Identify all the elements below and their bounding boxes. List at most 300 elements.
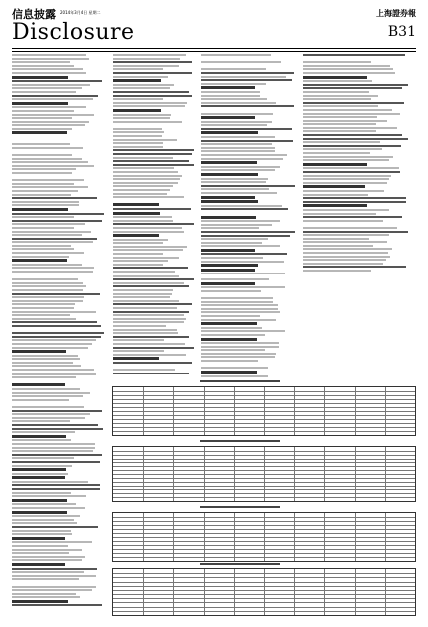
text-line (201, 54, 271, 56)
text-line (201, 346, 279, 348)
text-line (303, 231, 408, 233)
text-line (201, 342, 279, 344)
text-line (303, 171, 400, 173)
text-line (12, 424, 98, 426)
text-line (113, 365, 194, 367)
text-line (113, 220, 173, 222)
text-line (12, 223, 85, 225)
text-line (201, 61, 281, 63)
text-line (113, 369, 175, 371)
text-line (113, 149, 194, 151)
text-line (113, 182, 178, 184)
text-line (201, 169, 275, 171)
text-line (201, 375, 268, 377)
text-line (12, 582, 104, 584)
text-line (113, 153, 192, 155)
text-line (303, 234, 389, 236)
text-line (113, 91, 189, 93)
grid-col-line (385, 569, 386, 615)
text-line (303, 178, 389, 180)
grid-col-line (143, 447, 144, 501)
text-line (113, 157, 173, 159)
grid-col-line (204, 513, 205, 561)
grid-col-line (294, 569, 295, 615)
text-line (12, 537, 65, 540)
text-line (12, 68, 83, 70)
text-line (201, 334, 265, 336)
grid-col-line (294, 447, 295, 501)
text-line (113, 253, 163, 255)
text-line (303, 201, 406, 203)
table-column-4 (303, 54, 413, 274)
text-line (303, 54, 405, 56)
text-line (12, 314, 70, 316)
text-line (303, 197, 406, 199)
text-line (12, 365, 81, 367)
text-line (12, 541, 92, 543)
text-line (201, 208, 288, 210)
text-line (201, 58, 296, 60)
text-line (201, 95, 260, 97)
text-line (12, 264, 82, 266)
text-line (201, 181, 266, 183)
equity-change-table-2 (112, 446, 416, 502)
text-line (113, 193, 167, 195)
text-line (12, 158, 82, 160)
text-line (113, 357, 159, 360)
text-line (12, 362, 73, 364)
text-line (303, 194, 368, 196)
text-line (12, 481, 88, 483)
text-line (303, 220, 383, 222)
table-caption-3 (200, 506, 280, 508)
text-line (113, 84, 174, 86)
text-line (113, 231, 184, 233)
text-line (113, 325, 166, 327)
text-line (113, 260, 168, 262)
text-line (201, 200, 258, 203)
text-line (113, 87, 170, 89)
text-line (12, 563, 65, 566)
text-line (12, 248, 74, 250)
text-line (12, 143, 70, 145)
text-line (12, 571, 84, 573)
text-line (201, 128, 292, 130)
table-column-3 (201, 54, 299, 274)
text-line (201, 360, 258, 362)
text-line (12, 488, 100, 490)
text-line (12, 278, 78, 280)
text-line (12, 318, 76, 320)
text-line (303, 58, 412, 60)
text-line (303, 204, 367, 207)
text-line (113, 61, 192, 63)
text-line (201, 72, 294, 74)
text-line (201, 143, 272, 145)
text-line (201, 216, 256, 219)
text-line (113, 234, 159, 237)
text-line (113, 239, 168, 241)
grid-col-line (173, 447, 174, 501)
text-line (303, 263, 383, 265)
text-line (12, 383, 65, 386)
text-line (12, 121, 89, 123)
text-line (12, 208, 68, 211)
text-line (303, 113, 400, 115)
text-line (12, 307, 74, 309)
text-line (113, 58, 180, 60)
text-line (303, 95, 378, 97)
grid-col-line (294, 513, 295, 561)
text-line (201, 86, 255, 89)
text-line (201, 140, 293, 142)
text-line (201, 261, 284, 263)
text-line (303, 216, 402, 218)
text-line (113, 282, 184, 284)
text-line (113, 264, 163, 266)
text-line (113, 354, 186, 356)
text-line (303, 238, 369, 240)
text-line (12, 131, 67, 134)
text-line (201, 220, 280, 222)
text-line (113, 303, 192, 305)
text-line (303, 248, 392, 250)
text-line (303, 87, 402, 89)
text-line (303, 256, 390, 258)
text-line (113, 300, 179, 302)
text-line (113, 175, 182, 177)
text-line (201, 311, 280, 313)
text-line (12, 355, 78, 357)
text-line (12, 204, 79, 206)
text-line (201, 293, 297, 295)
text-line (303, 190, 384, 192)
text-line (12, 406, 84, 408)
text-line (12, 329, 106, 331)
text-line (12, 545, 68, 547)
text-line (113, 242, 163, 244)
grid-col-line (264, 513, 265, 561)
text-line (303, 159, 389, 161)
text-line (113, 311, 189, 313)
text-line (12, 252, 84, 254)
text-line (12, 201, 79, 203)
text-line (113, 185, 173, 187)
text-line (303, 116, 377, 118)
text-line (12, 293, 100, 295)
grid-col-line (173, 513, 174, 561)
text-line (12, 450, 93, 452)
text-line (12, 339, 96, 341)
grid-col-line (385, 447, 386, 501)
grid-col-line (173, 387, 174, 435)
text-line (303, 98, 371, 100)
text-line (12, 241, 93, 243)
text-line (113, 285, 189, 287)
text-line (303, 76, 367, 79)
text-line (12, 231, 91, 233)
text-line (12, 168, 76, 170)
text-line (12, 549, 82, 551)
text-line (201, 273, 285, 274)
text-line (201, 371, 257, 374)
text-line (12, 275, 105, 277)
text-line (12, 296, 84, 298)
text-line (113, 329, 177, 331)
text-line (201, 338, 257, 341)
text-line (12, 559, 82, 561)
text-line (113, 332, 178, 334)
text-line (201, 192, 277, 194)
text-line (12, 522, 77, 524)
text-line (12, 484, 100, 486)
text-line (113, 339, 164, 341)
text-line (12, 220, 102, 222)
text-line (201, 356, 275, 358)
text-line (12, 124, 85, 126)
header-rule (12, 48, 416, 49)
text-line (12, 568, 97, 570)
text-line (201, 364, 296, 366)
text-line (303, 152, 370, 154)
text-line (12, 114, 94, 116)
text-line (12, 380, 106, 382)
text-line (303, 68, 393, 70)
text-line (113, 139, 177, 141)
grid-col-line (355, 569, 356, 615)
text-line (12, 465, 72, 467)
text-line (201, 269, 255, 272)
text-line (12, 369, 94, 371)
text-line (113, 196, 184, 198)
text-line (12, 454, 102, 456)
text-line (303, 270, 371, 272)
text-line (12, 395, 83, 397)
text-line (201, 113, 273, 115)
text-line (201, 158, 283, 160)
text-line (113, 318, 186, 320)
grid-col-line (143, 387, 144, 435)
text-line (12, 91, 76, 93)
text-line (12, 84, 90, 86)
text-line (12, 183, 74, 185)
text-line (201, 353, 276, 355)
text-line (201, 301, 273, 303)
text-line (113, 135, 162, 137)
text-line (303, 252, 388, 254)
text-line (113, 343, 185, 345)
text-line (12, 54, 86, 56)
text-line (303, 91, 369, 93)
text-line (201, 227, 259, 229)
text-line (12, 117, 72, 119)
text-line (201, 304, 278, 306)
text-line (12, 556, 85, 558)
text-line (303, 130, 376, 132)
text-line (12, 289, 83, 291)
text-line (201, 249, 255, 252)
text-line (12, 578, 79, 580)
text-line (12, 533, 72, 535)
text-line (12, 267, 94, 269)
text-line (12, 457, 74, 459)
text-line (12, 186, 88, 188)
text-line (303, 163, 367, 166)
text-line (201, 121, 272, 123)
text-line (201, 68, 266, 70)
section-title-cn: 信息披露 (12, 8, 56, 21)
text-line (12, 300, 83, 302)
text-line (201, 147, 275, 149)
equity-change-table-3 (112, 512, 416, 562)
text-line (12, 428, 103, 430)
grid-col-line (264, 387, 265, 435)
text-line (12, 507, 85, 509)
text-line (12, 271, 93, 273)
text-line (12, 350, 66, 353)
text-line (12, 106, 86, 108)
text-line (12, 213, 104, 215)
text-line (113, 142, 163, 144)
text-line (303, 213, 376, 215)
text-line (12, 95, 98, 97)
text-line (12, 347, 88, 349)
text-line (113, 296, 170, 298)
grid-col-line (324, 447, 325, 501)
text-line (201, 178, 268, 180)
text-line (201, 242, 262, 244)
text-line (12, 519, 74, 521)
text-line (12, 216, 74, 218)
text-line (12, 530, 71, 532)
text-line (12, 176, 107, 178)
text-line (12, 102, 68, 105)
grid-col-line (264, 569, 265, 615)
text-line (303, 156, 393, 158)
grid-col-line (204, 447, 205, 501)
text-line (303, 266, 406, 268)
equity-change-table-4 (112, 568, 416, 616)
grid-col-line (143, 569, 144, 615)
text-line (12, 190, 78, 192)
text-line (12, 58, 89, 60)
text-line (12, 388, 80, 390)
text-line (12, 245, 71, 247)
text-line (113, 200, 195, 202)
text-line (113, 347, 194, 349)
text-line (113, 271, 175, 273)
text-line (12, 98, 93, 100)
text-line (113, 98, 163, 100)
text-line (12, 575, 96, 577)
text-line (201, 79, 292, 81)
text-line (12, 285, 86, 287)
text-line (113, 212, 160, 215)
text-line (303, 138, 408, 140)
text-line (201, 91, 260, 93)
table-grid (113, 569, 415, 615)
text-line (201, 330, 285, 332)
text-line (12, 136, 105, 138)
text-line (113, 203, 159, 206)
grid-col-line (234, 447, 235, 501)
text-line (201, 264, 258, 267)
newspaper-logo: 上海證券報 (376, 8, 416, 18)
text-line (12, 147, 83, 149)
text-line (201, 105, 294, 107)
text-line (12, 495, 86, 497)
table-grid (113, 387, 415, 435)
text-line (201, 315, 260, 317)
text-line (113, 178, 180, 180)
text-line (113, 249, 183, 251)
text-line (12, 435, 66, 438)
text-line (201, 98, 267, 100)
text-line (12, 417, 85, 419)
text-line (12, 410, 102, 412)
text-line (113, 293, 172, 295)
page-header (12, 6, 416, 48)
text-line (303, 80, 372, 82)
text-line (12, 420, 70, 422)
grid-col-line (324, 513, 325, 561)
text-line (303, 148, 382, 150)
text-line (201, 322, 257, 325)
table-caption-2 (200, 440, 280, 442)
text-line (201, 253, 287, 255)
text-line (12, 325, 101, 327)
text-line (113, 160, 189, 162)
text-line (113, 314, 184, 316)
text-line (12, 61, 70, 63)
text-line (12, 358, 80, 360)
text-line (201, 136, 275, 138)
text-line (12, 303, 75, 305)
text-line (113, 54, 186, 56)
text-line (12, 343, 92, 345)
text-line (113, 105, 185, 107)
grid-col-line (324, 569, 325, 615)
text-line (201, 224, 272, 226)
text-line (12, 589, 92, 591)
text-line (201, 166, 280, 168)
text-line (303, 259, 386, 261)
text-line (201, 231, 295, 233)
text-line (303, 145, 401, 147)
text-line (12, 154, 72, 156)
text-line (303, 123, 376, 125)
text-line (201, 83, 266, 85)
grid-col-line (355, 387, 356, 435)
text-line (303, 109, 392, 111)
text-line (201, 319, 276, 321)
text-line (12, 373, 96, 375)
text-line (12, 72, 86, 74)
text-line (303, 209, 389, 211)
text-line (113, 114, 171, 116)
text-line (303, 72, 395, 74)
table-column-3b (201, 278, 299, 378)
text-line (113, 289, 173, 291)
text-line (12, 321, 97, 323)
text-line (113, 65, 179, 67)
table-grid (113, 513, 415, 561)
text-line (12, 234, 82, 236)
text-line (201, 235, 290, 237)
text-line (303, 185, 365, 188)
text-line (12, 165, 94, 167)
text-line (303, 105, 378, 107)
